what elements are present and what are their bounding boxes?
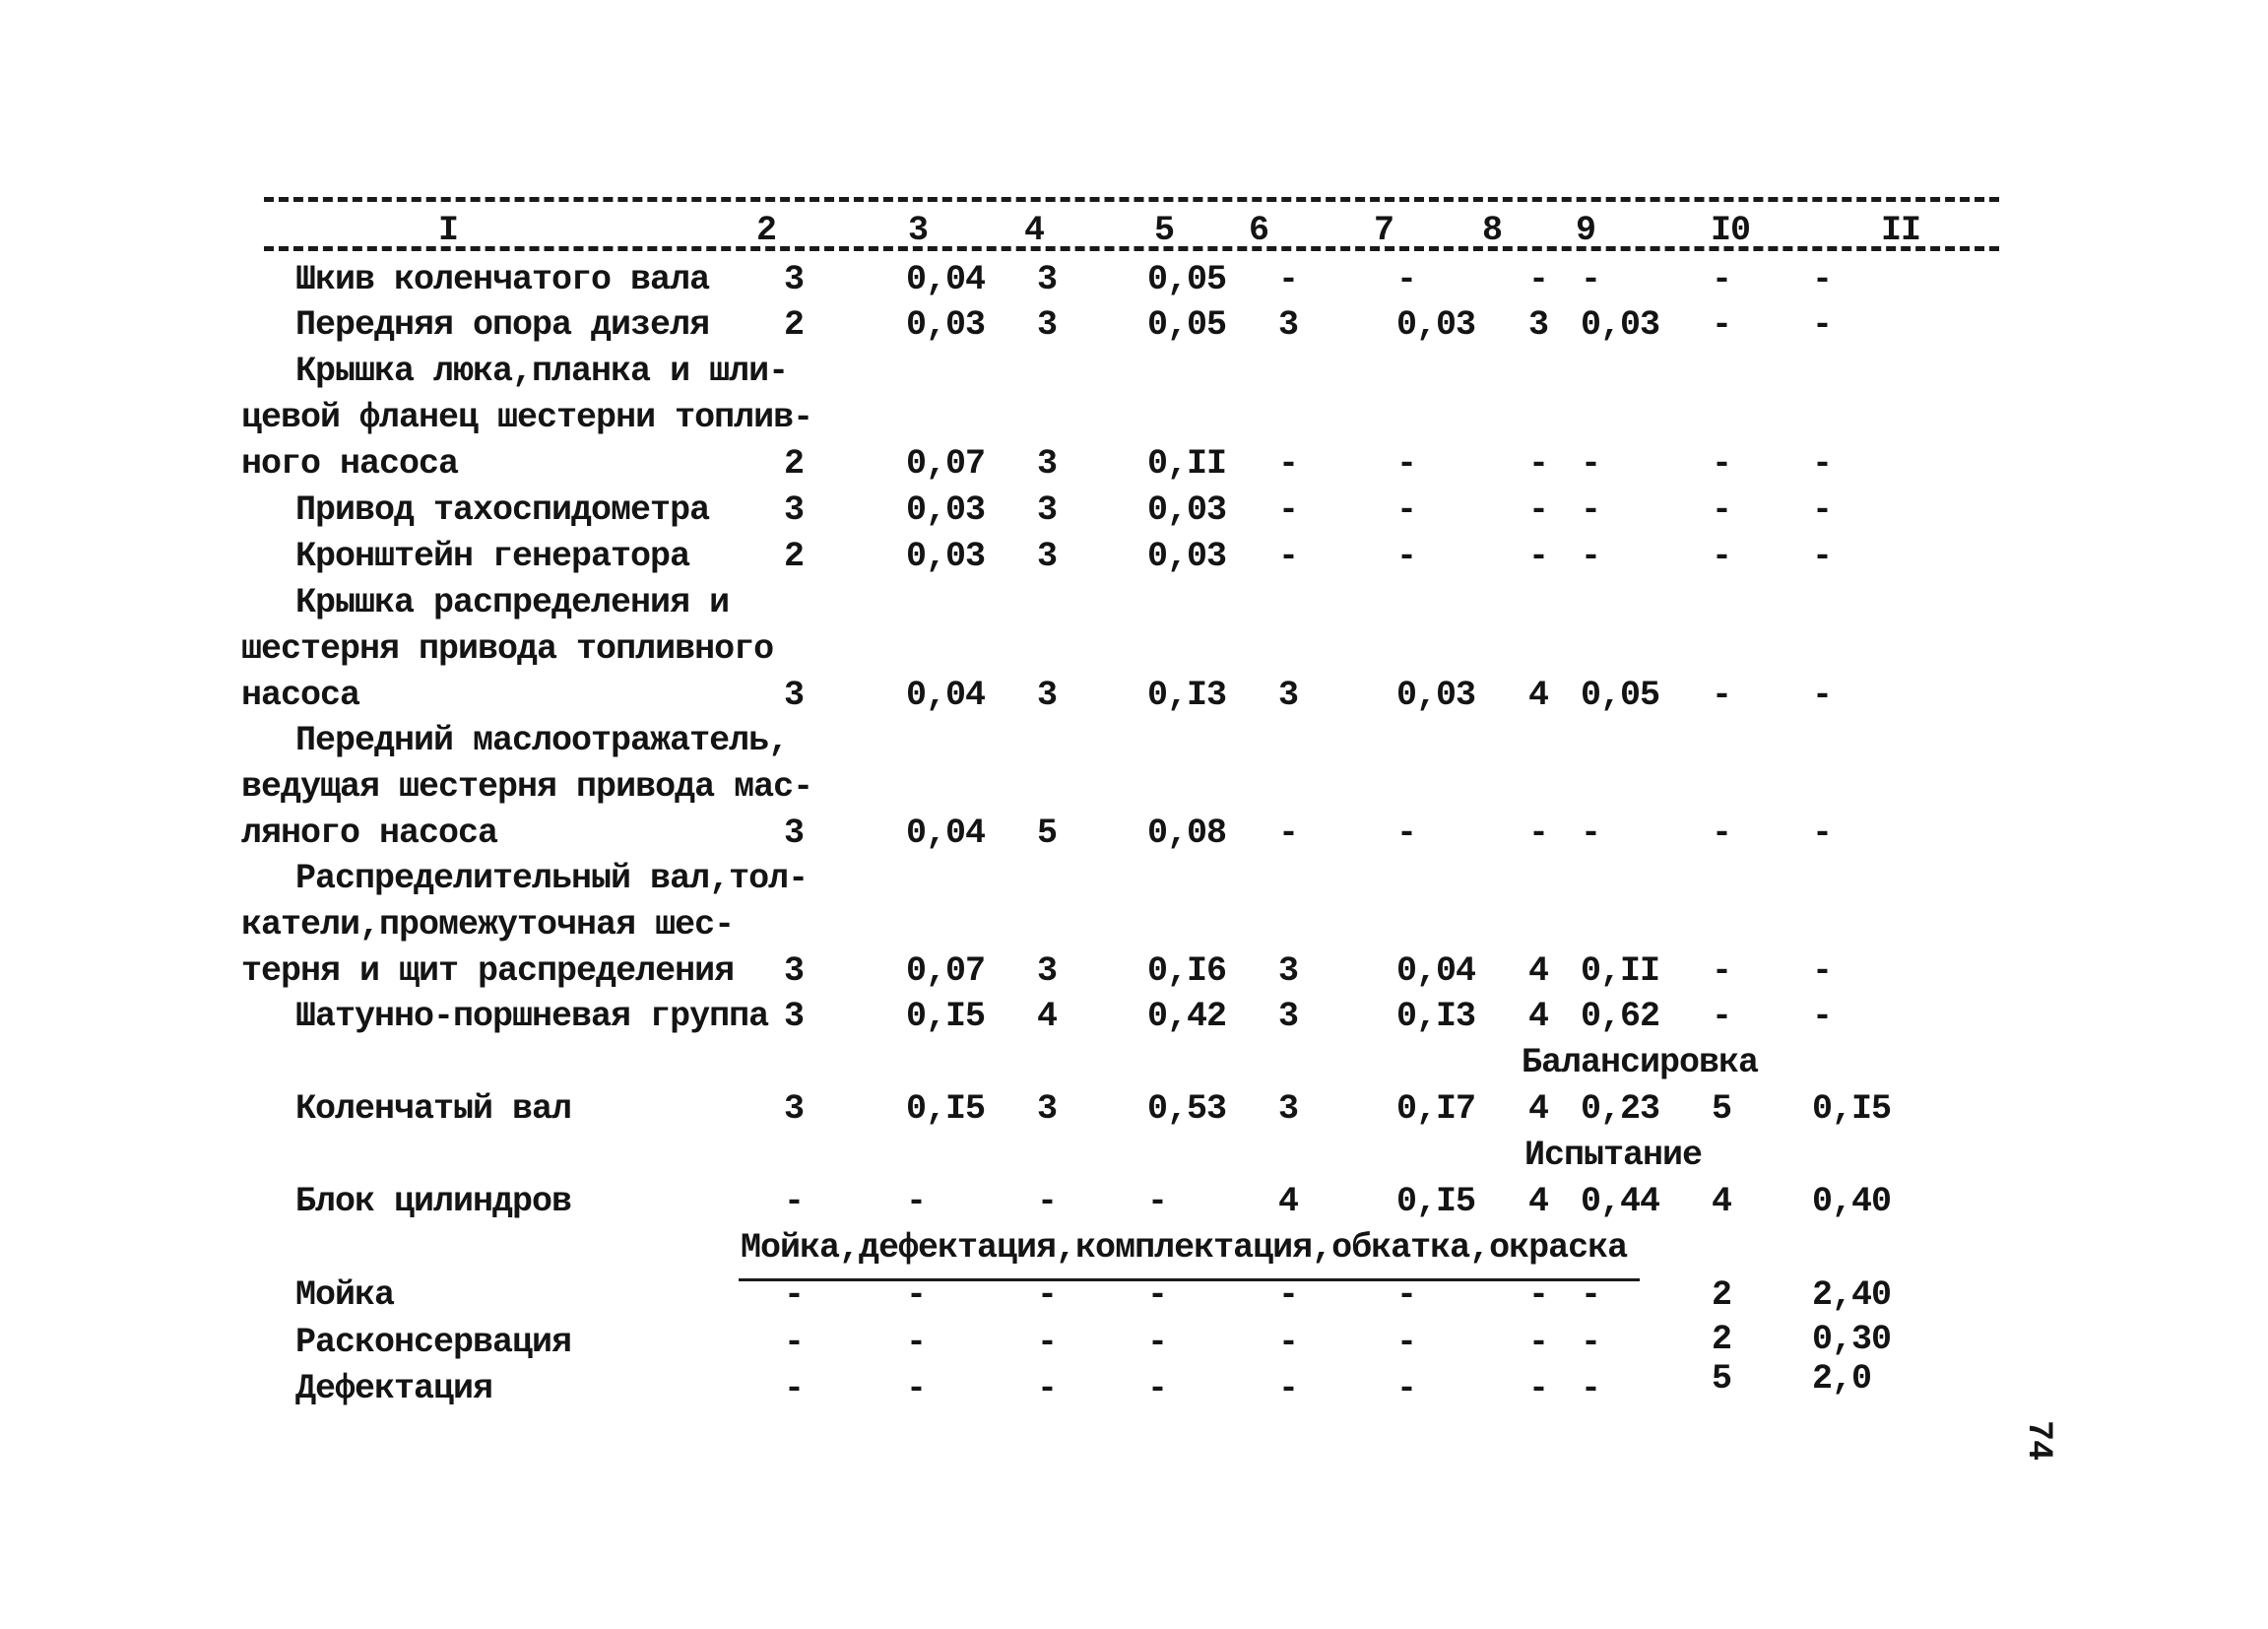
table-cell: - bbox=[1278, 814, 1299, 853]
table-cell: 4 bbox=[1278, 1182, 1299, 1221]
row-label: Кронштейн генератора bbox=[295, 537, 690, 576]
table-cell: 3 bbox=[1278, 1089, 1299, 1129]
table-cell: 3 bbox=[1278, 997, 1299, 1036]
table-cell: - bbox=[1528, 260, 1549, 299]
column-header: 8 bbox=[1482, 211, 1503, 250]
table-cell: - bbox=[1712, 305, 1732, 345]
section-heading: Мойка,дефектация,комплектация,обкатка,окраска bbox=[741, 1228, 1628, 1268]
table-cell: - bbox=[1581, 1275, 1601, 1315]
table-cell: 4 bbox=[1528, 951, 1549, 991]
table-cell: 3 bbox=[1037, 490, 1058, 530]
table-cell: 5 bbox=[1712, 1359, 1732, 1399]
table-cell: 2 bbox=[784, 537, 805, 576]
table-cell: - bbox=[1812, 814, 1833, 853]
table-cell: 3 bbox=[784, 260, 805, 299]
table-cell: 3 bbox=[1528, 305, 1549, 345]
table-cell: - bbox=[784, 1323, 805, 1362]
page-number: 74 bbox=[2019, 1419, 2059, 1461]
row-label: Крышка люка,планка и шли- bbox=[295, 352, 789, 391]
table-cell: 0,03 bbox=[1147, 490, 1227, 530]
table-cell: - bbox=[1396, 490, 1417, 530]
table-cell: - bbox=[1396, 260, 1417, 299]
table-cell: - bbox=[1581, 444, 1601, 484]
table-cell: 3 bbox=[784, 676, 805, 715]
table-cell: 0,07 bbox=[906, 444, 986, 484]
table-cell: 0,05 bbox=[1147, 305, 1227, 345]
row-label: Передний маслоотражатель, bbox=[295, 721, 789, 760]
table-cell: - bbox=[1528, 814, 1549, 853]
table-cell: - bbox=[1528, 1369, 1549, 1408]
row-label: Коленчатый вал bbox=[295, 1089, 572, 1129]
table-cell: 3 bbox=[784, 997, 805, 1036]
table-cell: - bbox=[784, 1182, 805, 1221]
table-cell: 0,08 bbox=[1147, 814, 1227, 853]
table-cell: - bbox=[1812, 951, 1833, 991]
header-rule-top bbox=[264, 197, 1999, 202]
table-cell: 0,II bbox=[1147, 444, 1227, 484]
table-cell: 0,44 bbox=[1581, 1182, 1660, 1221]
table-cell: - bbox=[1812, 676, 1833, 715]
table-cell: 0,I5 bbox=[1812, 1089, 1892, 1129]
table-cell: 0,I5 bbox=[906, 1089, 986, 1129]
table-cell: - bbox=[1147, 1275, 1168, 1315]
table-cell: - bbox=[1812, 997, 1833, 1036]
column-header: 5 bbox=[1154, 211, 1175, 250]
table-cell: 0,I6 bbox=[1147, 951, 1227, 991]
table-cell: 4 bbox=[1037, 997, 1058, 1036]
row-label: Блок цилиндров bbox=[295, 1182, 572, 1221]
row-label: Привод тахоспидометра bbox=[295, 490, 710, 530]
table-cell: - bbox=[1396, 1275, 1417, 1315]
table-cell: - bbox=[906, 1369, 927, 1408]
table-cell: 0,04 bbox=[1396, 951, 1476, 991]
table-cell: 4 bbox=[1528, 676, 1549, 715]
table-cell: 2 bbox=[784, 305, 805, 345]
table-cell: 3 bbox=[1037, 260, 1058, 299]
table-cell: 3 bbox=[784, 1089, 805, 1129]
table-cell: 0,23 bbox=[1581, 1089, 1660, 1129]
table-cell: - bbox=[1712, 444, 1732, 484]
row-label: катели,промежуточная шес- bbox=[241, 905, 735, 945]
table-cell: - bbox=[1712, 814, 1732, 853]
table-cell: - bbox=[1278, 1323, 1299, 1362]
table-cell: - bbox=[1037, 1369, 1058, 1408]
table-cell: 0,03 bbox=[1396, 305, 1476, 345]
table-cell: 0,42 bbox=[1147, 997, 1227, 1036]
table-cell: 3 bbox=[1037, 676, 1058, 715]
table-cell: - bbox=[784, 1369, 805, 1408]
column-header: 2 bbox=[756, 211, 777, 250]
table-cell: - bbox=[1528, 1323, 1549, 1362]
row-label: Распределительный вал,тол- bbox=[295, 859, 809, 898]
table-cell: 2,0 bbox=[1812, 1359, 1872, 1399]
table-cell: - bbox=[1396, 444, 1417, 484]
column-header: 6 bbox=[1249, 211, 1269, 250]
table-cell: 0,04 bbox=[906, 814, 986, 853]
row-label: Крышка распределения и bbox=[295, 583, 730, 622]
table-cell: 3 bbox=[1037, 444, 1058, 484]
table-cell: - bbox=[1581, 260, 1601, 299]
table-cell: 0,05 bbox=[1147, 260, 1227, 299]
row-label: Шкив коленчатого вала bbox=[295, 260, 710, 299]
section-underline bbox=[739, 1278, 1640, 1281]
table-cell: 0,04 bbox=[906, 676, 986, 715]
table-cell: 0,30 bbox=[1812, 1320, 1892, 1359]
table-cell: - bbox=[1812, 260, 1833, 299]
table-cell: 3 bbox=[1037, 537, 1058, 576]
table-cell: - bbox=[1278, 260, 1299, 299]
table-cell: 0,03 bbox=[1581, 305, 1660, 345]
table-cell: - bbox=[1278, 490, 1299, 530]
table-cell: - bbox=[1712, 537, 1732, 576]
table-cell: - bbox=[1396, 537, 1417, 576]
table-cell: - bbox=[1581, 1369, 1601, 1408]
column-header: 9 bbox=[1576, 211, 1596, 250]
table-cell: 0,53 bbox=[1147, 1089, 1227, 1129]
table-cell: 0,I7 bbox=[1396, 1089, 1476, 1129]
table-cell: 3 bbox=[784, 951, 805, 991]
column-header: 3 bbox=[908, 211, 929, 250]
table-cell: - bbox=[1037, 1323, 1058, 1362]
table-cell: 3 bbox=[1037, 1089, 1058, 1129]
table-cell: - bbox=[1812, 444, 1833, 484]
row-label: ного насоса bbox=[241, 444, 459, 484]
table-cell: - bbox=[1278, 1275, 1299, 1315]
table-cell: - bbox=[1712, 997, 1732, 1036]
row-label: ведущая шестерня привода мас- bbox=[241, 767, 813, 807]
table-cell: - bbox=[1581, 814, 1601, 853]
table-cell: - bbox=[906, 1323, 927, 1362]
table-cell: - bbox=[906, 1275, 927, 1315]
table-cell: 0,62 bbox=[1581, 997, 1660, 1036]
column-header: I0 bbox=[1711, 211, 1751, 250]
table-cell: 0,05 bbox=[1581, 676, 1660, 715]
testing-note: Испытание bbox=[1524, 1136, 1703, 1175]
table-cell: 0,03 bbox=[906, 490, 986, 530]
row-label: цевой фланец шестерни топлив- bbox=[241, 398, 813, 437]
table-cell: 0,I5 bbox=[1396, 1182, 1476, 1221]
table-cell: 0,03 bbox=[906, 305, 986, 345]
table-cell: - bbox=[1278, 444, 1299, 484]
table-cell: 4 bbox=[1712, 1182, 1732, 1221]
table-cell: 3 bbox=[1278, 305, 1299, 345]
table-cell: - bbox=[1147, 1323, 1168, 1362]
table-cell: 3 bbox=[784, 490, 805, 530]
table-cell: 0,03 bbox=[906, 537, 986, 576]
table-cell: - bbox=[1528, 444, 1549, 484]
table-cell: 0,07 bbox=[906, 951, 986, 991]
table-cell: 3 bbox=[1037, 951, 1058, 991]
column-header: II bbox=[1881, 211, 1921, 250]
table-cell: - bbox=[1147, 1182, 1168, 1221]
table-cell: 4 bbox=[1528, 1089, 1549, 1129]
table-cell: 0,I3 bbox=[1147, 676, 1227, 715]
table-cell: 4 bbox=[1528, 997, 1549, 1036]
table-cell: - bbox=[784, 1275, 805, 1315]
row-label: Расконсервация bbox=[295, 1323, 572, 1362]
table-cell: 0,03 bbox=[1396, 676, 1476, 715]
table-cell: - bbox=[1581, 537, 1601, 576]
row-label: терня и щит распределения bbox=[241, 951, 735, 991]
column-header: I bbox=[438, 211, 459, 250]
table-cell: 3 bbox=[784, 814, 805, 853]
balancing-note: Балансировка bbox=[1522, 1043, 1759, 1082]
table-cell: 0,I3 bbox=[1396, 997, 1476, 1036]
table-cell: - bbox=[1278, 1369, 1299, 1408]
table-cell: - bbox=[1712, 260, 1732, 299]
table-cell: - bbox=[1037, 1182, 1058, 1221]
table-cell: - bbox=[906, 1182, 927, 1221]
table-cell: 0,I5 bbox=[906, 997, 986, 1036]
row-label: Передняя опора дизеля bbox=[295, 305, 710, 345]
table-cell: - bbox=[1396, 814, 1417, 853]
table-cell: 2 bbox=[1712, 1275, 1732, 1315]
table-cell: - bbox=[1528, 537, 1549, 576]
table-cell: - bbox=[1581, 490, 1601, 530]
row-label: Шатунно-поршневая группа bbox=[295, 997, 769, 1036]
column-header: 4 bbox=[1024, 211, 1045, 250]
table-cell: - bbox=[1528, 490, 1549, 530]
table-cell: 4 bbox=[1528, 1182, 1549, 1221]
table-cell: 0,03 bbox=[1147, 537, 1227, 576]
table-cell: 2,40 bbox=[1812, 1275, 1892, 1315]
table-cell: - bbox=[1712, 676, 1732, 715]
table-cell: - bbox=[1581, 1323, 1601, 1362]
table-cell: 3 bbox=[1278, 951, 1299, 991]
table-cell: 0,04 bbox=[906, 260, 986, 299]
table-cell: - bbox=[1037, 1275, 1058, 1315]
table-cell: 3 bbox=[1037, 305, 1058, 345]
table-cell: - bbox=[1396, 1323, 1417, 1362]
table-cell: - bbox=[1278, 537, 1299, 576]
table-cell: 2 bbox=[784, 444, 805, 484]
table-cell: 3 bbox=[1278, 676, 1299, 715]
table-cell: 0,II bbox=[1581, 951, 1660, 991]
table-cell: 5 bbox=[1712, 1089, 1732, 1129]
row-label: Мойка bbox=[295, 1275, 395, 1315]
table-cell: 5 bbox=[1037, 814, 1058, 853]
row-label: Дефектация bbox=[295, 1369, 493, 1408]
row-label: ляного насоса bbox=[241, 814, 498, 853]
table-cell: - bbox=[1712, 490, 1732, 530]
row-label: насоса bbox=[241, 676, 360, 715]
column-header: 7 bbox=[1374, 211, 1394, 250]
row-label: шестерня привода топливного bbox=[241, 629, 774, 669]
table-cell: 0,40 bbox=[1812, 1182, 1892, 1221]
table-cell: 2 bbox=[1712, 1320, 1732, 1359]
table-cell: - bbox=[1812, 537, 1833, 576]
table-cell: - bbox=[1812, 490, 1833, 530]
table-cell: - bbox=[1396, 1369, 1417, 1408]
table-cell: - bbox=[1147, 1369, 1168, 1408]
table-cell: - bbox=[1712, 951, 1732, 991]
table-cell: - bbox=[1812, 305, 1833, 345]
table-cell: - bbox=[1528, 1275, 1549, 1315]
